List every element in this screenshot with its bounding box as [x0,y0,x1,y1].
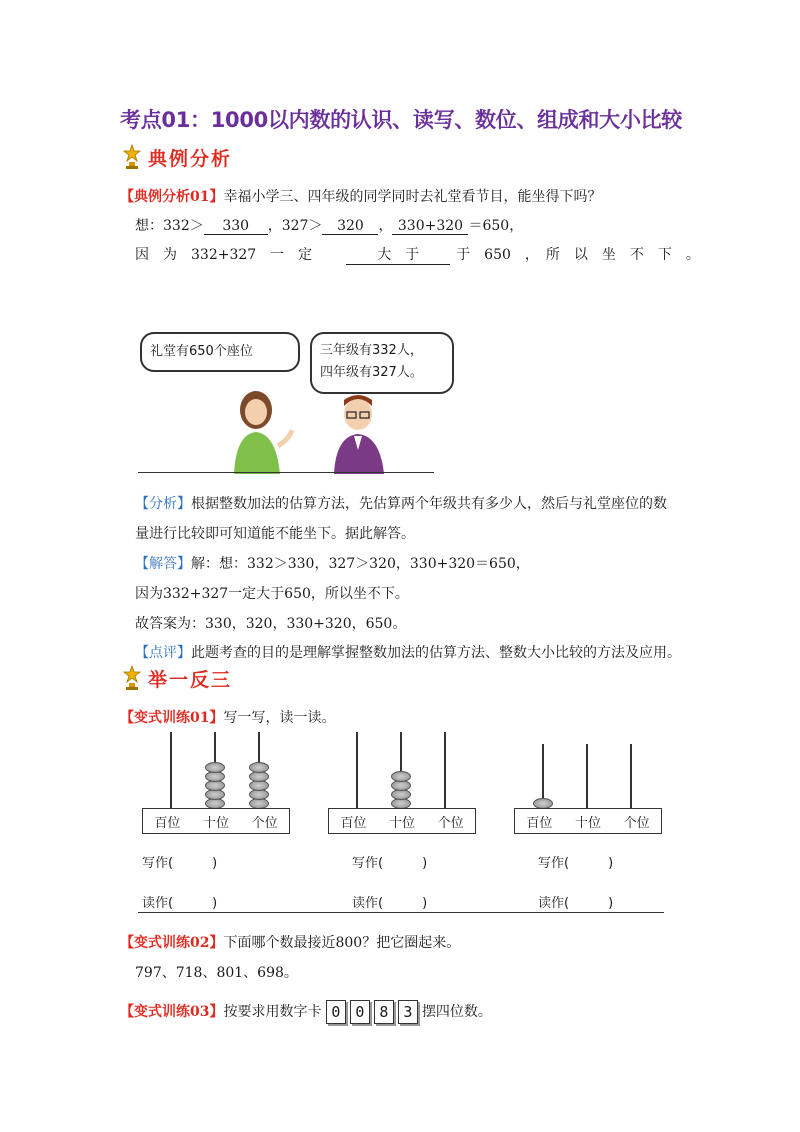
abacus [514,730,660,914]
exercise-2 [120,932,460,952]
trophy-icon [120,664,144,692]
line1-prefix: 想：332＞ [135,218,204,234]
write-as-field[interactable]: 写作( ) [538,856,614,871]
illustration [138,330,434,474]
abacus-bead [249,762,269,773]
digit-card: 8 [374,1000,394,1024]
place-value-label: 十位 [574,815,601,831]
place-value-label: 百位 [154,815,181,831]
write-as-field[interactable]: 写作( ) [142,856,218,871]
example-question-text: 幸福小学三、四年级的同学同时去礼堂看节目，能坐得下吗？ [223,189,602,205]
analysis-line-1 [135,493,667,513]
place-value-label: 百位 [526,815,553,831]
section-badge-label: 典例分析 [148,147,233,170]
page-title: 考点01：1000以内数的认识、读写、数位、组成和大小比较 [120,108,682,132]
trophy-icon [120,143,144,171]
answer-line-3: 故答案为：330，320，330+320，650。 [135,616,407,632]
digit-card: 0 [350,1000,370,1024]
place-value-label: 个位 [623,815,650,831]
digit-card: 3 [398,1000,418,1024]
line1-suffix: ＝650， [468,218,524,234]
abacus-rod [630,744,632,808]
exercise-2-numbers: 797、718、801、698。 [135,965,298,981]
abacus-bead [205,762,225,773]
abacus-base [142,808,290,834]
answer-line-1 [135,553,530,573]
digit-cards [326,1004,422,1020]
blank-4: 大 于 [346,244,450,265]
abacus [142,730,288,914]
speech-bubble-left: 礼堂有650个座位 [140,332,300,372]
blank-2: 320 [322,218,378,235]
line1-mid2: ， [378,218,393,234]
place-value-label: 十位 [388,815,415,831]
analysis-tag: 【分析】 [135,496,191,512]
example-tag: 【典例分析01】 [120,189,224,205]
abacus [328,730,474,914]
exercise-1-tag: 【变式训练01】 [120,710,224,726]
exercise-1 [120,707,335,727]
answer-text-1: 解：想：332＞330，327＞320，330+320＝650， [191,556,530,572]
exercise-3-text-before: 按要求用数字卡 [223,1004,322,1020]
exercise-3-text-after: 摆四位数。 [421,1004,492,1020]
exercise-1-text: 写一写，读一读。 [223,710,336,726]
example-line-1 [135,215,523,235]
answer-tag: 【解答】 [135,556,191,572]
line2-suffix: 于 650 ， 所 以 坐 不 下 。 [456,247,700,263]
section-badge-label: 举一反三 [148,668,233,691]
comment-text: 此题考查的目的是理解掌握整数加法的估算方法、整数大小比较的方法及应用。 [191,645,681,661]
section-badge-practice [120,664,232,692]
comment-tag: 【点评】 [135,645,191,661]
comment-line [135,642,681,662]
bubble-right-line-1: 三年级有332人， [320,343,423,358]
example-line-2 [135,244,700,265]
exercise-3 [120,1000,492,1024]
read-as-field[interactable]: 读作( ) [352,896,428,911]
analysis-line-2: 量进行比较即可知道能不能坐下。据此解答。 [135,526,415,542]
speech-bubble-right [310,332,454,394]
place-value-label: 个位 [437,815,464,831]
abacus-rod [170,732,172,808]
abacus-base [514,808,662,834]
line2-prefix: 因 为 332+327 一 定 [135,247,313,263]
place-value-label: 百位 [340,815,367,831]
place-value-label: 个位 [251,815,278,831]
abacus-base [328,808,476,834]
abacus-bead [391,771,411,782]
abacus-panel-baseline [138,912,664,913]
analysis-text-1: 根据整数加法的估算方法，先估算两个年级共有多少人，然后与礼堂座位的数 [191,496,667,512]
abacus-panel [138,730,664,914]
teachers-illustration [226,386,426,474]
abacus-rod [586,744,588,808]
read-as-field[interactable]: 读作( ) [538,896,614,911]
place-value-label: 十位 [202,815,229,831]
abacus-rod [444,732,446,808]
exercise-2-tag: 【变式训练02】 [120,935,224,951]
illustration-baseline [138,472,434,473]
bubble-right-line-2: 四年级有327人。 [320,365,423,380]
blank-3: 330+320 [392,218,468,235]
exercise-2-text: 下面哪个数最接近800？把它圈起来。 [223,935,461,951]
line1-mid1: ，327＞ [267,218,323,234]
exercise-3-tag: 【变式训练03】 [120,1004,224,1020]
digit-card: 0 [326,1000,346,1024]
abacus-rod [356,732,358,808]
read-as-field[interactable]: 读作( ) [142,896,218,911]
blank-1: 330 [204,218,268,235]
answer-line-2: 因为332+327一定大于650，所以坐不下。 [135,586,409,602]
section-badge-example [120,143,232,171]
example-question [120,186,601,206]
write-as-field[interactable]: 写作( ) [352,856,428,871]
